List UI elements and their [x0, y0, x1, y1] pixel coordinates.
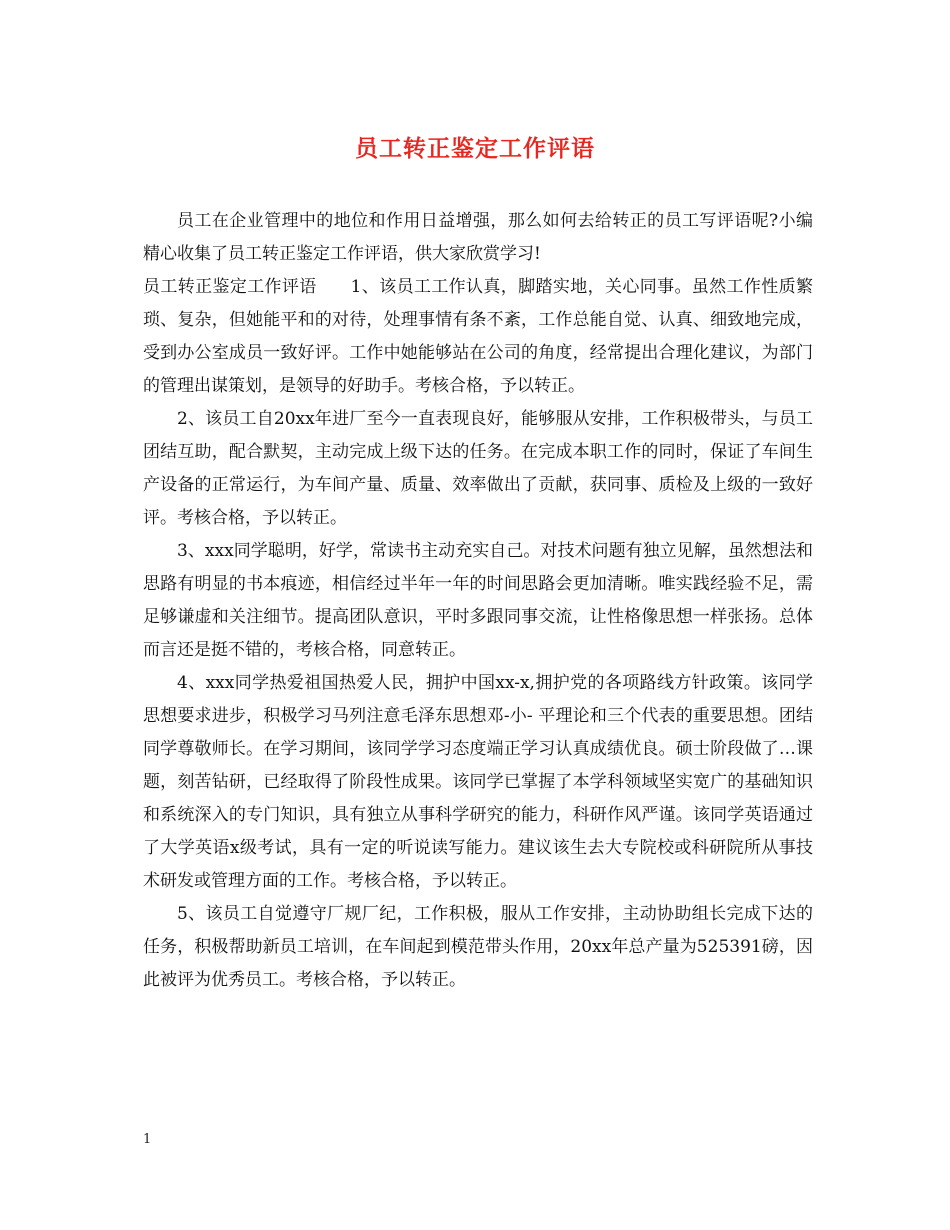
page-number: 1 [143, 1132, 152, 1147]
appraisal-paragraph-3: 3、xxx同学聪明，好学，常读书主动充实自己。对技术问题有独立见解，虽然想法和思路有明显的书本痕迹，相信经过半年一年的时间思路会更加清晰。唯实践经验不足，需足够谦虚和关注细节。提高团队意识，平时多跟同事交流，让性格像思想一样张扬。总体而言还是挺不错的，考核合格，同意转正。 [143, 541, 813, 660]
document-title: 员工转正鉴定工作评语 [355, 135, 595, 162]
appraisal-paragraph-1: 1、该员工工作认真，脚踏实地，关心同事。虽然工作性质繁琐、复杂，但她能平和的对待，处理事情有条不紊，工作总能自觉、认真、细致地完成，受到办公室成员一致好评。工作中她能够站在公司的角度，经常提出合理化建议，为部门的管理出谋策划，是领导的好助手。考核合格，予以转正。 [143, 277, 813, 396]
appraisal-paragraph-4: 4、xxx同学热爱祖国热爱人民，拥护中国xx-x,拥护党的各项路线方针政策。该同学思想要求进步，积极学习马列注意毛泽东思想邓-小- 平理论和三个代表的重要思想。团结同学尊敬师长。在学习期间，该同学学习态度端正学习认真成绩优良。硕士阶段做了…课题，刻苦钻研，已经取得了阶段性成果。该同学已掌握了本学科领域坚实宽广的基础知识和系统深入的专门知识，具有独立从事科学研究的能力，科研作风严谨。该同学英语通过了大学英语x级考试，具有一定的听说读写能力。建议该生去大专院校或科研院所从事技术研发或管理方面的工作。考核合格，予以转正。 [143, 673, 813, 891]
document-body [143, 205, 813, 997]
first-appraisal-paragraph [143, 271, 813, 403]
appraisal-paragraph-2: 2、该员工自20xx年进厂至今一直表现良好，能够服从安排，工作积极带头，与员工团结互助，配合默契，主动完成上级下达的任务。在完成本职工作的同时，保证了车间生产设备的正常运行，为车间产量、质量、效率做出了贡献，获同事、质检及上级的一致好评。考核合格，予以转正。 [143, 409, 813, 528]
intro-paragraph: 员工在企业管理中的地位和作用日益增强，那么如何去给转正的员工写评语呢?小编精心收集了员工转正鉴定工作评语，供大家欣赏学习! [143, 211, 813, 264]
section-heading: 员工转正鉴定工作评语 [143, 277, 317, 297]
appraisal-paragraph-5: 5、该员工自觉遵守厂规厂纪，工作积极，服从工作安排，主动协助组长完成下达的任务，积极帮助新员工培训，在车间起到模范带头作用，20xx年总产量为525391磅，因此被评为优秀员工。考核合格，予以转正。 [143, 904, 813, 990]
